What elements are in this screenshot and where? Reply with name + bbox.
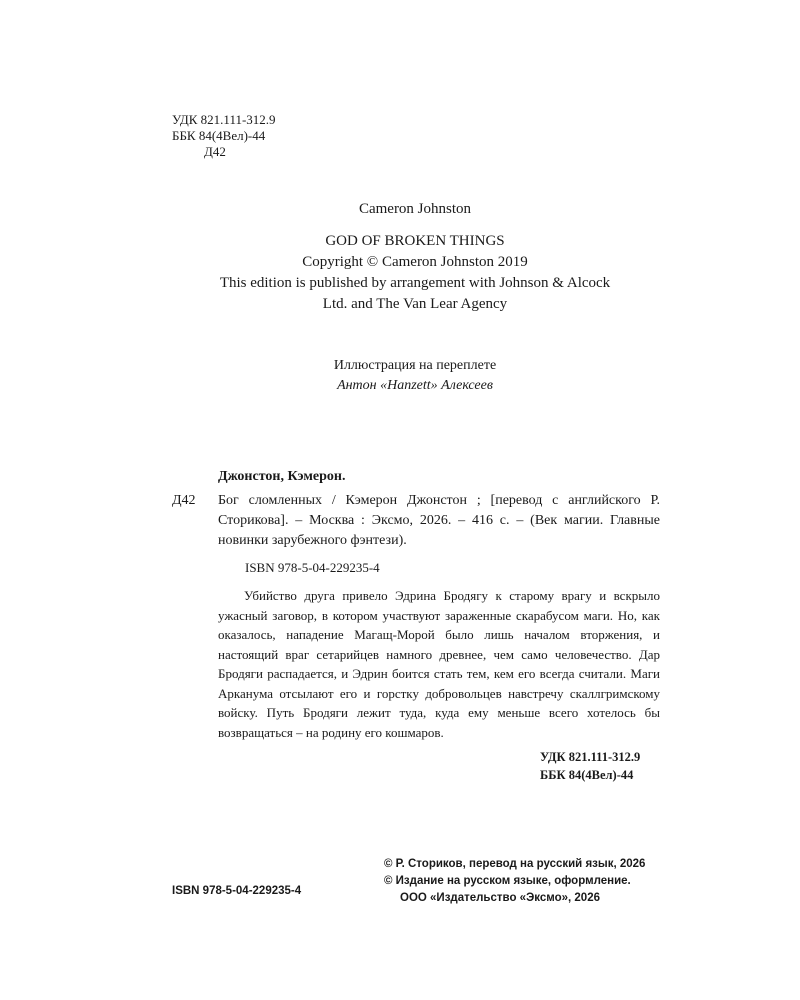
udk-code: УДК 821.111-312.9 (172, 112, 276, 127)
classification-right (540, 748, 640, 784)
publisher-copyright: ООО «Издательство «Эксмо», 2026 (400, 892, 600, 904)
bibliography-author: Джонстон, Кэмерон. (218, 469, 346, 484)
original-copyright-block (150, 231, 680, 315)
classification-block (172, 112, 276, 160)
udk-code-right: УДК 821.111-312.9 (540, 750, 641, 764)
bibliography-description: Бог сломленных / Кэмерон Джонстон ; [перевод с английского Р. Сторикова]. – Москва : Эксмо, 2026. – 416 с. – (Век магии. Главные новинки зарубежного фэнтези). (218, 493, 660, 548)
original-title: GOD OF BROKEN THINGS (325, 233, 505, 249)
copyright-line: Copyright © Cameron Johnston 2019 (302, 254, 528, 270)
copyright-list (384, 856, 645, 907)
bottom-isbn: ISBN 978-5-04-229235-4 (172, 885, 302, 897)
bibliography-isbn: ISBN 978-5-04-229235-4 (245, 560, 380, 575)
edition-line-1: This edition is published by arrangement with Johnson & Alcock (219, 275, 611, 291)
translation-copyright: © Р. Сториков, перевод на русский язык, 2026 (384, 858, 646, 870)
design-copyright: © Издание на русском языке, оформление. (384, 875, 631, 887)
illustration-label: Иллюстрация на переплете (333, 358, 497, 373)
annotation: Убийство друга привело Эдрина Бродягу к старому врагу и вскрыло ужасный заговор, в котором участвуют зараженные скарабусом маги. Но, как оказалось, нападение Магащ-Морой было лишь началом вторжения, и настоящий враг сетарийцев намного древнее, чем само человечество. Дар Бродяги распадается, и Эдрин боится стать тем, кем его всегда считали. Маги Арканума отсылают его и горстку добровольцев навстречу скаллгримскому войску. Путь Бродяги лежит туда, куда ему меньше всего хотелось бы возвращаться – на родину его кошмаров. (218, 588, 660, 740)
original-author: Cameron Johnston (358, 201, 472, 217)
bbk-code: ББК 84(4Вел)-44 (172, 128, 266, 143)
illustration-credit (150, 356, 680, 396)
illustration-artist: Антон «Hanzett» Алексеев (337, 378, 493, 393)
author-sign: Д42 (204, 144, 226, 159)
edition-line-2: Ltd. and The Van Lear Agency (322, 296, 508, 312)
bibliography-code: Д42 (172, 493, 196, 508)
bbk-code-right: ББК 84(4Вел)-44 (540, 768, 634, 782)
